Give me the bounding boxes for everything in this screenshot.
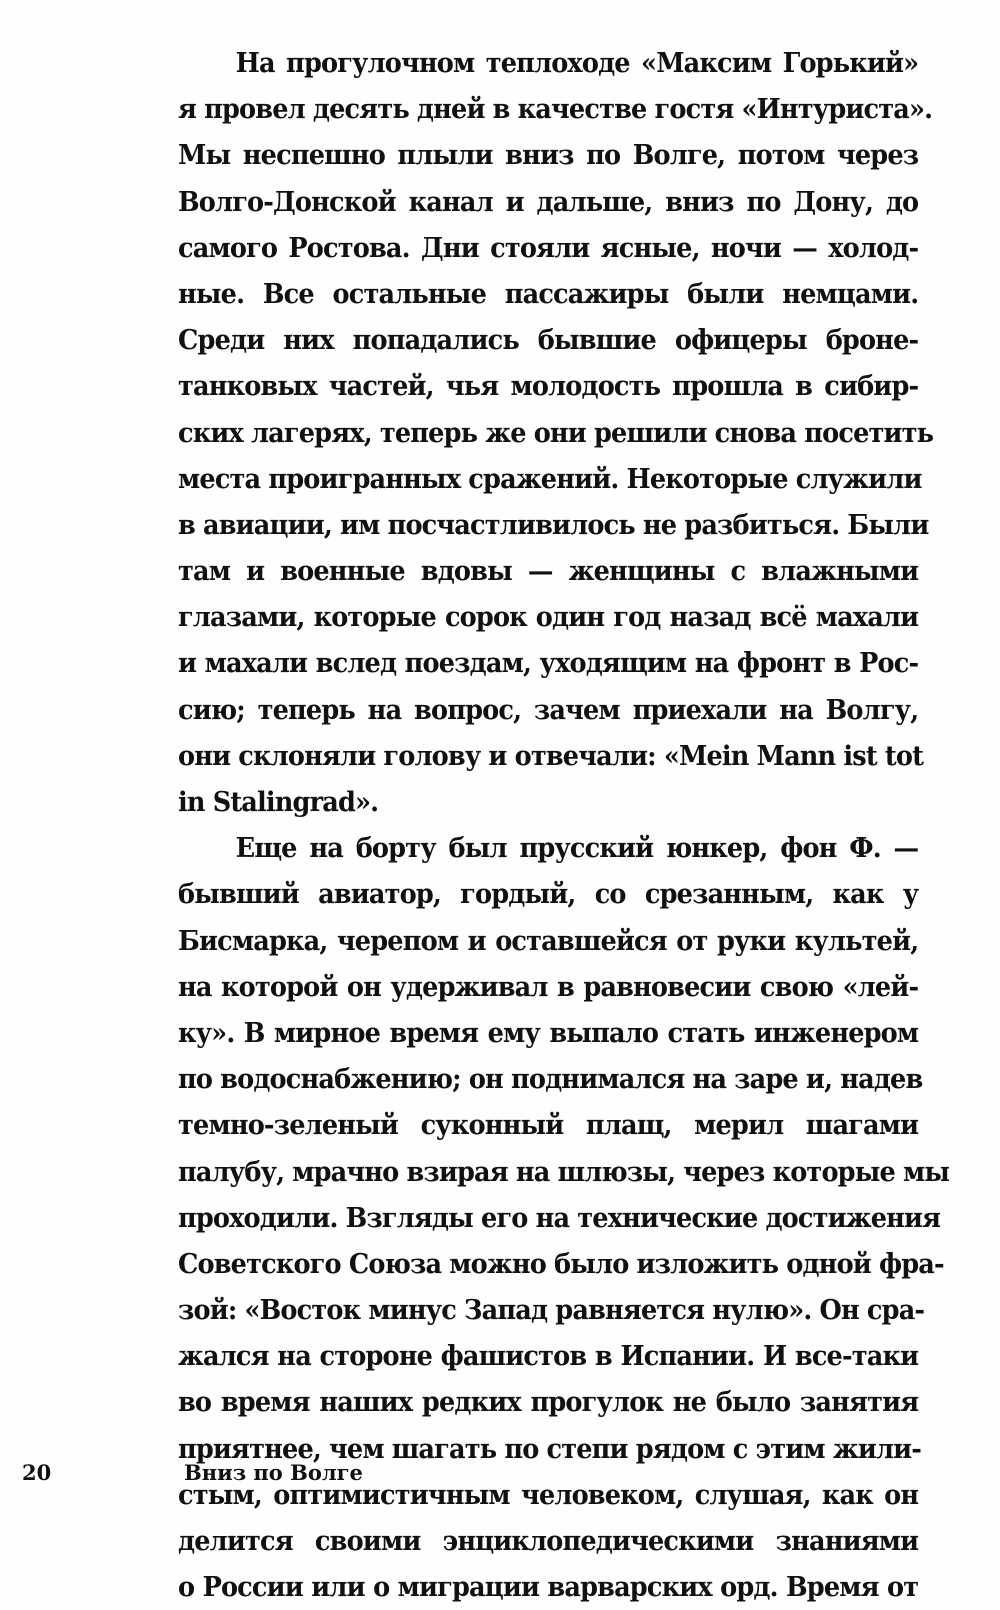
text-line: in Stalingrad». (178, 786, 379, 818)
text-line: о России или о миграции варварских орд. Время от (178, 1571, 919, 1604)
text-line: сию; теперь на вопрос, зачем приехали на Волгу, (178, 693, 919, 726)
text-line: по водоснабжению; он поднимался на заре и, надев (178, 1063, 923, 1096)
text-line: глазами, которые сорок один год назад всё махали (178, 601, 919, 634)
text-line: на которой он удерживал в равновесии свою «лей- (178, 970, 919, 1003)
body-text (178, 40, 950, 1610)
text-line: там и военные вдовы — женщины с влажными (178, 555, 919, 588)
text-line: места проигранных сражений. Некоторые служили (178, 462, 922, 495)
text-line: ные. Все остальные пассажиры были немцами. (178, 277, 919, 310)
text-line: Еще на борту был прусский юнкер, фон Ф. — (235, 832, 919, 865)
text-line: приятнее, чем шагать по степи рядом с этим жили- (178, 1432, 922, 1465)
text-line: На прогулочном теплоходе «Максим Горький» (235, 47, 919, 79)
page-number: 20 (22, 1460, 52, 1485)
text-line: и махали вслед поездам, уходящим на фронт в Рос- (178, 647, 919, 680)
text-line: они склоняли голову и отвечали: «Mein Mann ist tot (178, 739, 924, 772)
text-line: темно-зеленый суконный плащ, мерил шагами (178, 1109, 919, 1142)
text-line: самого Ростова. Дни стояли ясные, ночи — холод- (178, 231, 919, 264)
text-line: бывший авиатор, гордый, со срезанным, как у (178, 878, 919, 911)
text-line: в авиации, им посчастливилось не разбиться. Были (178, 508, 929, 541)
text-line: палубу, мрачно взирая на шлюзы, через которые мы (178, 1155, 950, 1188)
text-line: Мы неспешно плыли вниз по Волге, потом через (178, 139, 919, 172)
text-line: Среди них попадались бывшие офицеры броне- (178, 324, 919, 357)
text-line: во время наших редких прогулок не было занятия (178, 1386, 919, 1419)
text-line: стым, оптимистичным человеком, слушая, как он (178, 1478, 919, 1511)
text-line: ских лагерях, теперь же они решили снова посетить (178, 416, 934, 449)
text-line: Волго-Донской канал и дальше, вниз по Дону, до (178, 185, 919, 218)
text-line: зой: «Восток минус Запад равняется нулю». Он сра- (178, 1294, 925, 1327)
text-line: проходили. Взгляды его на технические достижения (178, 1201, 941, 1234)
text-line: танковых частей, чья молодость прошла в сибир- (178, 370, 919, 403)
running-title: Вниз по Волге (184, 1460, 363, 1485)
text-line: жался на стороне фашистов в Испании. И все-таки (178, 1340, 919, 1373)
text-line: делится своими энциклопедическими знаниями (178, 1525, 919, 1557)
text-line: Советского Союза можно было изложить одной фра- (178, 1247, 944, 1280)
text-line: Бисмарка, черепом и оставшейся от руки культей, (178, 924, 919, 957)
text-line: ку». В мирное время ему выпало стать инженером (178, 1016, 919, 1049)
text-line: я провел десять дней в качестве гостя «Интуриста». (178, 93, 933, 126)
